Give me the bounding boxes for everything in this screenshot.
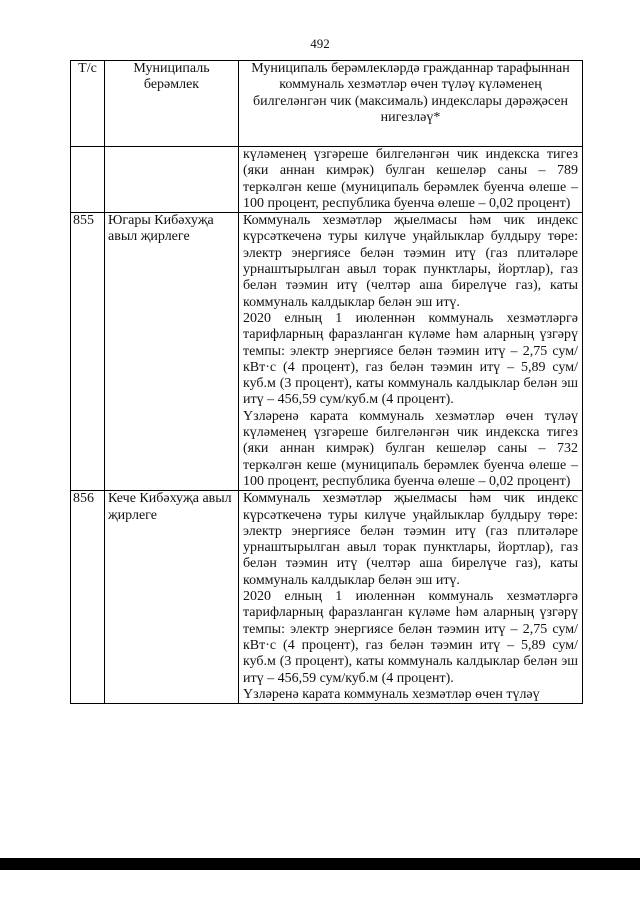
- row-municipality: Кече Кибәхуҗа авыл җирлеге: [105, 491, 239, 704]
- description-paragraph: күләменең үзгәреше билгеләнгән чик индекска тигез (яки аннан кимрәк) булган кешеләр саны – 789 теркәлгән кеше (муниципаль берәмлек буенча өлеше – 100 процент, республика буенча өлеше – 0,02 процент): [243, 147, 578, 211]
- page-number: 492: [310, 36, 330, 51]
- header-basis: Муниципаль берәмлекләрдә гражданнар тарафыннан коммуналь хезмәтләр өчен түләү күләменең билгеләнгән чик (максималь) индекслары дәрәҗәсен нигезләү*: [239, 61, 583, 147]
- row-number: 856: [71, 491, 105, 704]
- municipality-index-table: [70, 60, 583, 704]
- bottom-scan-border: [0, 858, 640, 870]
- row-description: [239, 491, 583, 704]
- table-header: [71, 61, 583, 147]
- table-row: [71, 491, 583, 704]
- table-row: [71, 147, 583, 213]
- row-number: 855: [71, 213, 105, 491]
- row-municipality: [105, 147, 239, 213]
- row-description: [239, 147, 583, 213]
- description-paragraph: Коммуналь хезмәтләр җыелмасы һәм чик индекс күрсәткеченә туры килүче уңайлыклар булдыру төре: электр энергиясе белән тәэмин итү (газ плитәләре урнаштырылган авыл торак пунктлары, йортлар), газ белән тәэмин итү (челтәр аша бирелүче газ), каты коммуналь калдыклар белән эш итү.: [243, 213, 578, 310]
- description-paragraph: Үзләренә карата коммуналь хезмәтләр өчен түләү күләменең үзгәреше билгеләнгән чик индекска тигез (яки аннан кимрәк) булган кешеләр саны – 732 теркәлгән кеше (муниципаль берәмлек буенча өлеше – 100 процент, республика буенча өлеше – 0,02 процент): [243, 408, 578, 489]
- row-description: [239, 213, 583, 491]
- description-paragraph: 2020 елның 1 июленнән коммуналь хезмәтләргә тарифларның фаразланган күләме һәм аларның үзгәрү темпы: электр энергиясе белән тәэмин итү – 2,75 сум/кВт·с (4 процент), газ белән тәэмин итү – 5,89 сум/куб.м (3 процент), каты коммуналь калдыклар белән эш итү – 456,59 сум/куб.м (4 процент).: [243, 589, 578, 686]
- description-paragraph: 2020 елның 1 июленнән коммуналь хезмәтләргә тарифларның фаразланган күләме һәм аларның үзгәрү темпы: электр энергиясе белән тәэмин итү – 2,75 сум/кВт·с (4 процент), газ белән тәэмин итү – 5,89 сум/куб.м (3 процент), каты коммуналь калдыклар белән эш итү – 456,59 сум/куб.м (4 процент).: [243, 310, 578, 408]
- description-paragraph: Үзләренә карата коммуналь хезмәтләр өчен түләү: [243, 686, 540, 702]
- header-municipality: Муниципаль берәмлек: [105, 61, 239, 147]
- description-paragraph: Коммуналь хезмәтләр җыелмасы һәм чик индекс күрсәткеченә туры килүче уңайлыклар булдыру төре: электр энергиясе белән тәэмин итү (газ плитәләре урнаштырылган авыл торак пунктлары, йортлар), газ белән тәэмин итү (челтәр аша бирелүче газ), каты коммуналь калдыклар белән эш итү.: [243, 491, 578, 588]
- row-number: [71, 147, 105, 213]
- table-row: [71, 213, 583, 491]
- header-num: Т/с: [71, 61, 105, 147]
- row-municipality: Югары Кибәхуҗа авыл җирлеге: [105, 213, 239, 491]
